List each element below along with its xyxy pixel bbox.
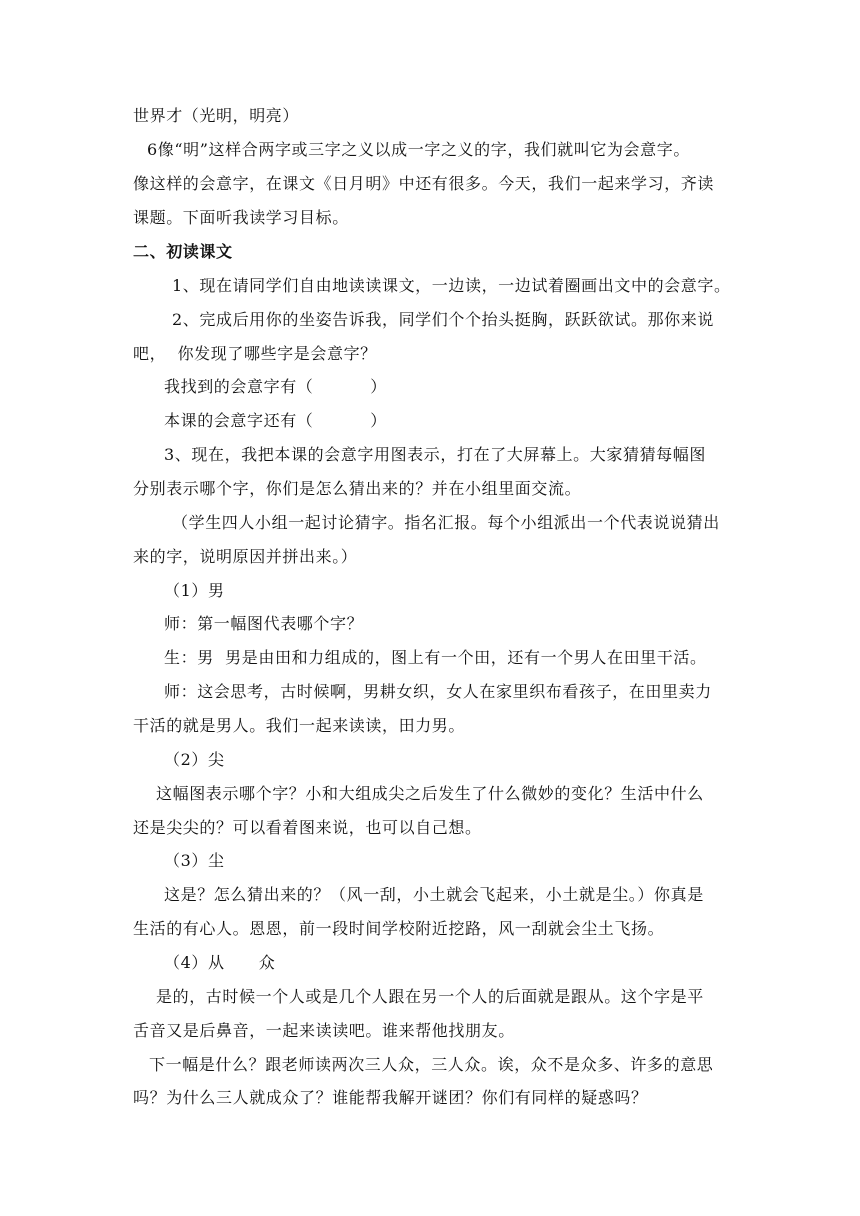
text-line-10: 本课的会意字还有（ ）: [164, 411, 387, 430]
text-line-14: 来的字，说明原因并拼出来。）: [133, 547, 358, 566]
text-line-30: 吗？为什么三人就成众了？谁能帮我解开谜团？你们有同样的疑惑吗？: [133, 1088, 648, 1107]
text-line-28: 舌音又是后鼻音，一起来读读吧。谁来帮他找朋友。: [133, 1021, 515, 1040]
text-line-4: 课题。下面听我读学习目标。: [133, 208, 349, 227]
text-line-19: 干活的就是男人。我们一起来读读，田力男。: [133, 716, 466, 735]
text-line-9: 我找到的会意字有（ ）: [164, 377, 387, 396]
text-line-15: （1）男: [164, 581, 225, 600]
text-line-8: 吧， 你发现了哪些字是会意字？: [133, 344, 377, 363]
text-line-21: 这幅图表示哪个字？小和大组成尖之后发生了什么微妙的变化？生活中什么: [156, 784, 704, 803]
text-line-2: 6像“明”这样合两字或三字之义以成一字之义的字，我们就叫它为会意字。: [147, 140, 690, 159]
text-line-26: （4）从 众: [164, 953, 276, 972]
text-line-29: 下一幅是什么？跟老师读两次三人众，三人众。诶，众不是众多、许多的意思: [149, 1055, 714, 1074]
text-line-12: 分别表示哪个字，你们是怎么猜出来的？并在小组里面交流。: [133, 479, 582, 498]
text-line-7: 2、完成后用你的坐姿告诉我，同学们个个抬头挺胸，跃跃欲试。那你来说: [172, 310, 714, 329]
text-line-3: 像这样的会意字，在课文《日月明》中还有很多。今天，我们一起来学习，齐读: [133, 174, 715, 193]
text-line-1: 世界才（光明，明亮）: [133, 106, 300, 125]
text-line-20: （2）尖: [164, 750, 225, 769]
text-line-13: （学生四人小组一起讨论猜字。指名汇报。每个小组派出一个代表说说猜出: [172, 513, 720, 532]
text-line-6: 1、现在请同学们自由地读读课文，一边读，一边试着圈画出文中的会意字。: [172, 276, 731, 295]
text-line-18: 师：这会思考，古时候啊，男耕女织，女人在家里织布看孩子，在田里卖力: [164, 682, 712, 701]
text-line-17: 生：男 男是由田和力组成的，图上有一个田，还有一个男人在田里干活。: [164, 648, 707, 667]
section-heading: 二、初读课文: [133, 242, 233, 261]
text-line-27: 是的，古时候一个人或是几个人跟在另一个人的后面就是跟从。这个字是平: [156, 987, 704, 1006]
text-line-24: 这是？怎么猜出来的？（风一刮，小土就会飞起来，小土就是尘。）你真是: [164, 885, 704, 904]
text-line-25: 生活的有心人。恩恩，前一段时间学校附近挖路，风一刮就会尘土飞扬。: [133, 919, 665, 938]
text-line-16: 师：第一幅图代表哪个字？: [164, 614, 364, 633]
text-line-23: （3）尘: [164, 851, 225, 870]
text-line-11: 3、现在，我把本课的会意字用图表示，打在了大屏幕上。大家猜猜每幅图: [164, 445, 706, 464]
text-line-22: 还是尖尖的？可以看着图来说，也可以自己想。: [133, 818, 482, 837]
